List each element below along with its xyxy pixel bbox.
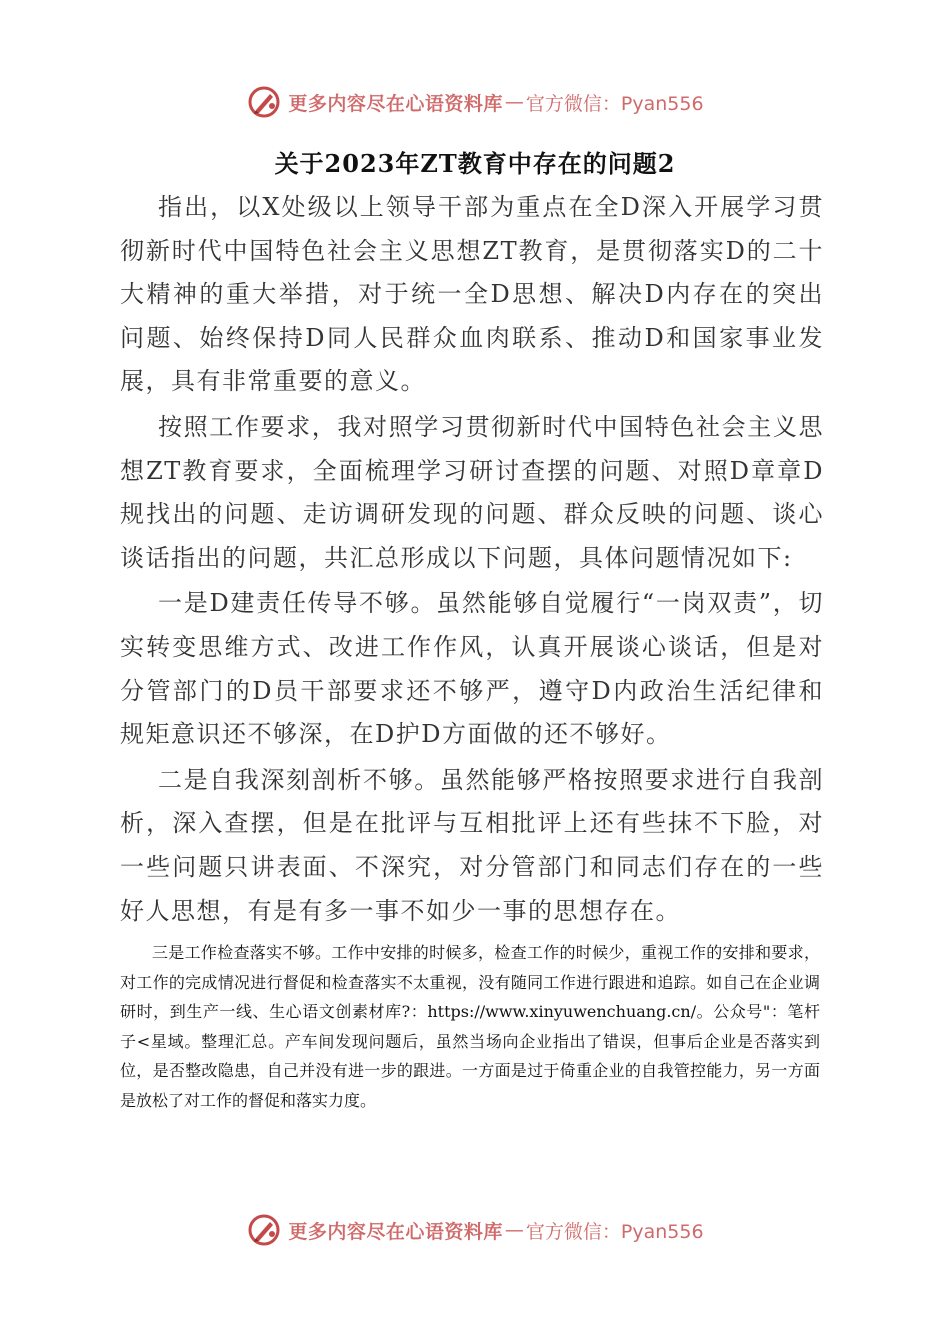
banner-separator: — (504, 91, 524, 113)
footer-banner (0, 1210, 950, 1250)
paragraph-5: 三是工作检查落实不够。工作中安排的时候多，检查工作的时候少，重视工作的安排和要求，对工作的完成情况进行督促和检查落实不太重视，没有随同工作进行跟进和追踪。如自己在企业调研时，到生产一线、生心语文创素材库?：https://www.xinyuwenchuang.cn/。公众号"：笔杆子<星域。整理汇总。产车间发现问题后，虽然当场向企业指出了错误，但事后企业是否落实到位，是否整改隐患，自己并没有进一步的跟进。一方面是过于倚重企业的自我管控能力，另一方面是放松了对工作的督促和落实力度。 (120, 943, 820, 1110)
banner-account: 官方微信：Pyan556 (525, 92, 704, 115)
banner-account: 官方微信：Pyan556 (525, 1220, 704, 1243)
header-banner (0, 82, 950, 122)
banner-text: 更多内容尽在心语资料库 (288, 92, 503, 115)
document-title: 关于2023年ZT教育中存在的问题2 (274, 149, 676, 178)
paragraph-3: 一是D建责任传导不够。虽然能够自觉履行“一岗双责”，切实转变思维方式、改进工作作风，认真开展谈心谈话，但是对分管部门的D员干部要求还不够严，遵守D内政治生活纪律和规矩意识还不够深，在D护D方面做的还不够好。 (120, 589, 824, 749)
banner-text: 更多内容尽在心语资料库 (288, 1220, 503, 1243)
paragraph-2: 按照工作要求，我对照学习贯彻新时代中国特色社会主义思想ZT教育要求，全面梳理学习研讨查摆的问题、对照D章章D规找出的问题、走访调研发现的问题、群众反映的问题、谈心谈话指出的问题，共汇总形成以下问题，具体问题情况如下: (120, 412, 824, 572)
document-body (120, 186, 824, 935)
paragraph-1: 指出，以X处级以上领导干部为重点在全D深入开展学习贯彻新时代中国特色社会主义思想ZT教育，是贯彻落实D的二十大精神的重大举措，对于统一全D思想、解决D内存在的突出问题、始终保持D同人民群众血肉联系、推动D和国家事业发展，具有非常重要的意义。 (120, 193, 824, 396)
paragraph-4: 二是自我深刻剖析不够。虽然能够严格按照要求进行自我剖析，深入查摆，但是在批评与互相批评上还有些抹不下脸，对一些问题只讲表面、不深究，对分管部门和同志们存在的一些好人思想，有是有多一事不如少一事的思想存在。 (120, 765, 824, 925)
pen-logo-icon (246, 1212, 282, 1248)
banner-separator: — (504, 1219, 524, 1241)
pen-logo-icon (246, 84, 282, 120)
